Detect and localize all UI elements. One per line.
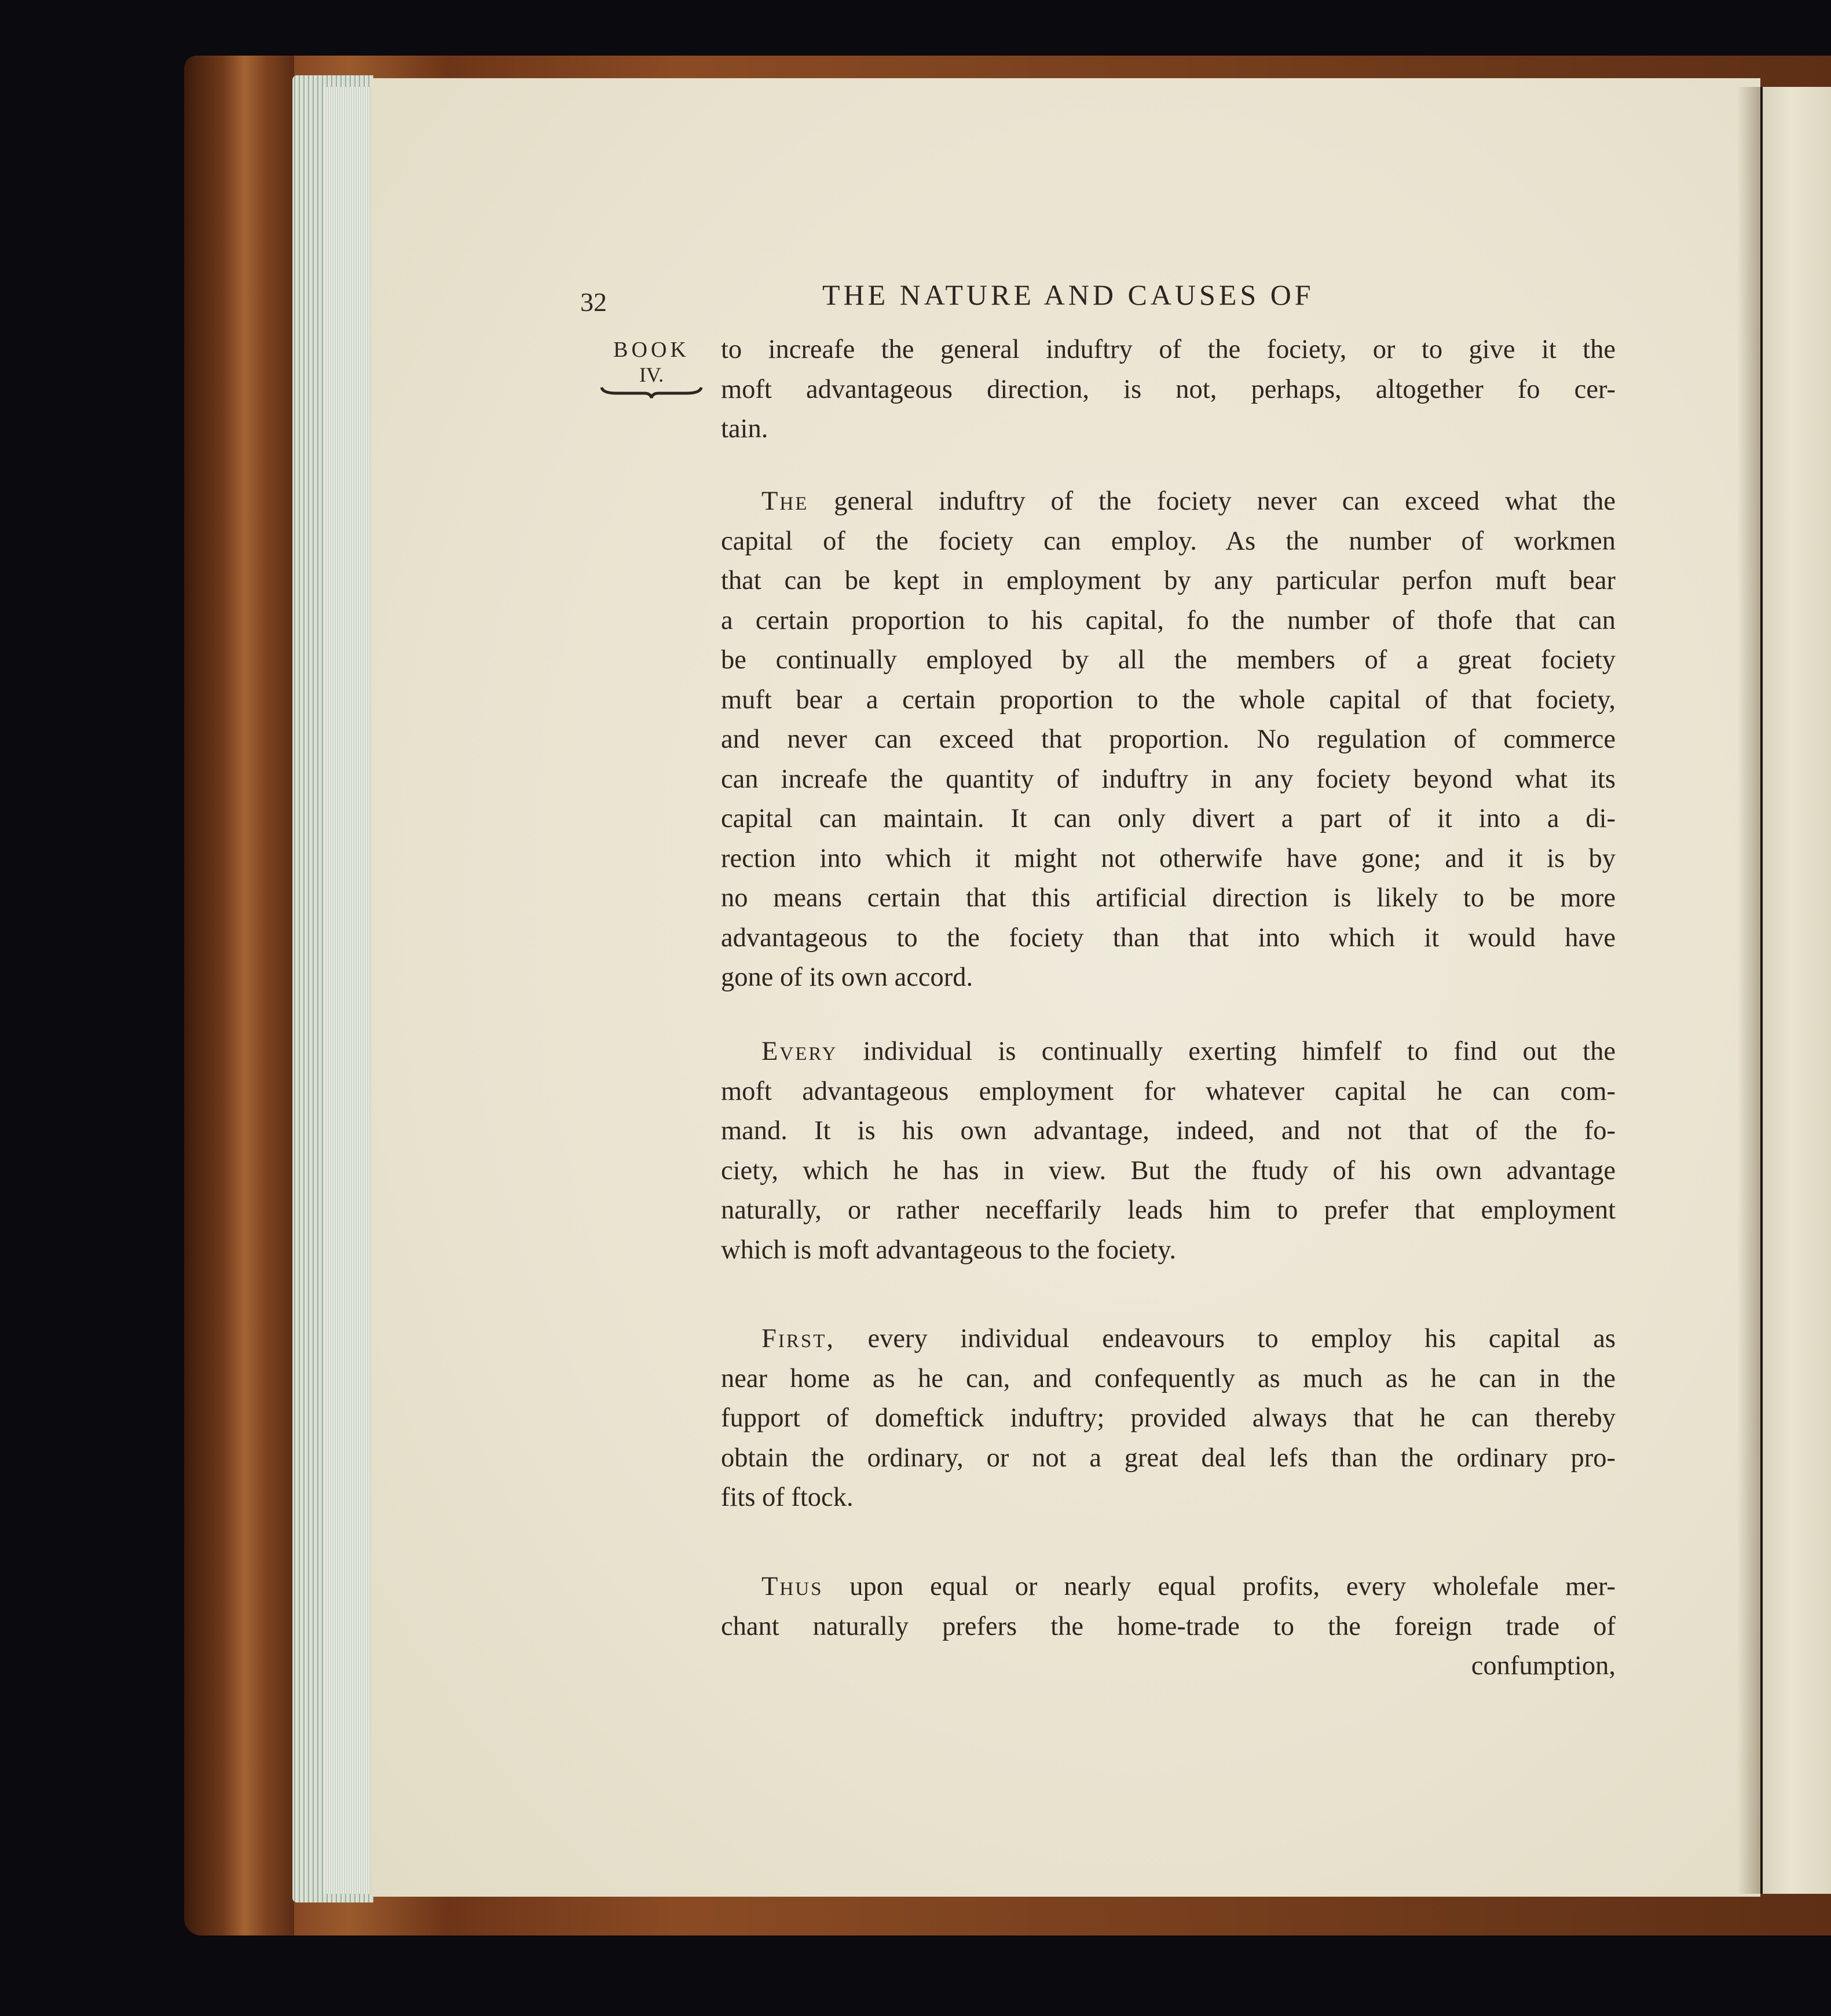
text-line: gone of its own accord. [721,963,973,992]
text-line: which is moft advantageous to the fociety. [721,1235,1176,1265]
text-line: muft bear a certain proportion to the whole capital of that fociety, [721,685,1616,715]
text-run: every individual endeavours to employ his capital as [835,1324,1616,1353]
text-line: be continually employed by all the members of a great fociety [721,645,1616,675]
text-line: to increafe the general induftry of the fociety, or to give it the [721,335,1616,364]
text-line: moft advantageous employment for whatever capital he can com- [721,1076,1616,1106]
text-line: that can be kept in employment by any particular perfon muft bear [721,566,1616,595]
brace-icon [599,385,704,399]
lead-word: Thus [761,1572,823,1601]
text-line: capital can maintain. It can only divert a part of it into a di- [721,804,1616,833]
text-line: naturally, or rather neceffarily leads him to prefer that employment [721,1195,1616,1225]
text-line: a certain proportion to his capital, fo the number of thofe that can [721,605,1616,635]
text-line: fupport of domeftick induftry; provided always that he can thereby [721,1403,1616,1433]
text-line: tain. [721,414,768,444]
paragraph-1 [721,330,1616,449]
text-line: advantageous to the fociety than that into which it would have [721,923,1616,953]
cover-edge [184,56,294,1935]
text-line-lead [721,1319,1616,1359]
text-line: chant naturally prefers the home-trade to the foreign trade of [721,1611,1616,1641]
lead-word: First, [761,1324,835,1353]
text-run: general induftry of the fociety never can exceed what the [808,486,1616,516]
text-line: mand. It is his own advantage, indeed, and not that of the fo- [721,1116,1616,1146]
text-line: near home as he can, and confequently as much as he can in the [721,1363,1616,1393]
text-line: obtain the ordinary, or not a great deal lefs than the ordinary pro- [721,1443,1616,1473]
text-line: rection into which it might not otherwife have gone; and it is by [721,843,1616,873]
text-line: fits of ftock. [721,1483,854,1512]
lead-word: The [761,486,809,516]
text-line: capital of the fociety can employ. As the number of workmen [721,526,1616,556]
text-line: no means certain that this artificial direction is likely to be more [721,883,1616,913]
margin-note [594,339,709,399]
paragraph-2 [721,482,1616,998]
margin-note-number: IV. [639,363,664,386]
paragraph-3 [721,1032,1616,1270]
text-line-lead [721,482,1616,522]
margin-note-book: BOOK [613,338,690,362]
text-line: moft advantageous direction, is not, perhaps, altogether fo cer- [721,374,1616,404]
page-stack-inner [324,87,373,1894]
text-line-lead [721,1032,1616,1072]
running-head: THE NATURE AND CAUSES OF [822,279,1314,311]
text-run: upon equal or nearly equal profits, every wholefale mer- [823,1572,1616,1601]
facing-page-edge [1760,87,1831,1894]
text-run: individual is continually exerting himfelf to find out the [837,1037,1616,1066]
text-line-lead [721,1567,1616,1607]
paragraph-5 [721,1567,1616,1686]
lead-word: Every [761,1037,838,1066]
gutter-shadow [1737,87,1760,1894]
text-line: can increafe the quantity of induftry in any fociety beyond what its [721,764,1616,794]
page-number: 32 [580,287,607,317]
paragraph-4 [721,1319,1616,1518]
catchword: confumption, [1471,1651,1616,1681]
text-line: and never can exceed that proportion. No regulation of commerce [721,725,1616,754]
text-line: ciety, which he has in view. But the ftudy of his own advantage [721,1155,1616,1186]
